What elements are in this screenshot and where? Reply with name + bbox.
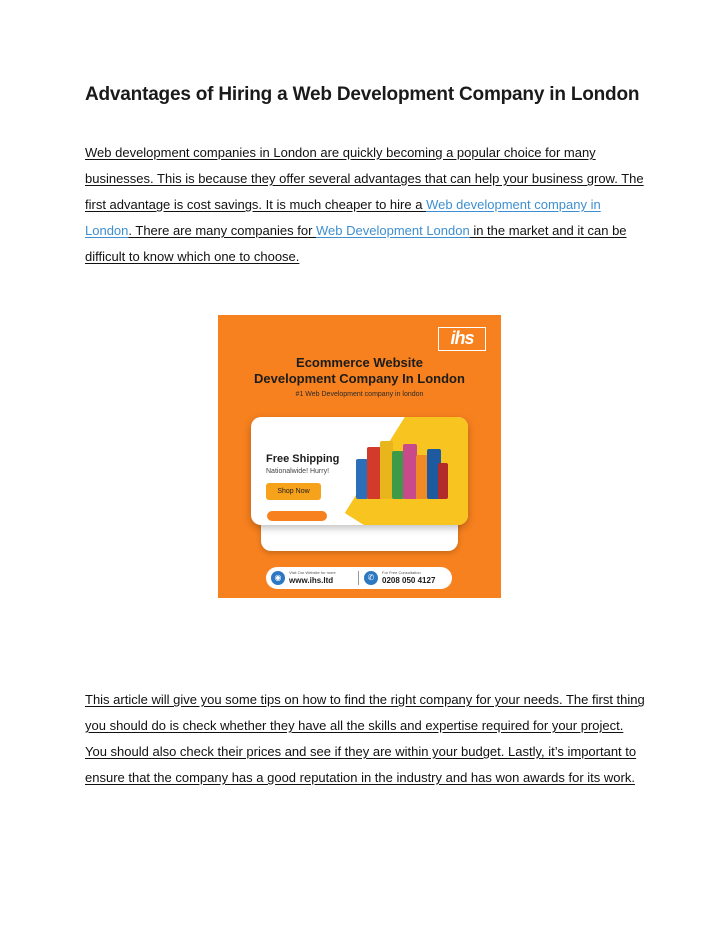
ihs-logo: ihs — [438, 327, 486, 351]
free-shipping-subtitle: Nationalwide! Hurry! — [266, 468, 330, 475]
phone-number: 0208 050 4127 — [382, 576, 436, 585]
card-orange-strip — [267, 511, 327, 521]
intro-text-2: . There are many companies for — [128, 223, 317, 238]
banner-heading-line1: Ecommerce Website — [296, 355, 423, 370]
intro-text-3: in the market and it can be difficult to know which one to choose. — [85, 223, 627, 264]
product-box — [367, 447, 381, 499]
product-box — [438, 463, 448, 499]
phone-icon: ✆ — [364, 571, 378, 585]
contact-divider — [358, 571, 359, 585]
web-development-london-link[interactable]: Web Development London — [316, 223, 470, 238]
contact-bar — [266, 567, 452, 589]
product-box — [403, 444, 417, 499]
grocery-products-image — [356, 441, 448, 499]
banner-subheading: #1 Web Development company in london — [295, 391, 424, 398]
website-text: www.ihs.ltd — [289, 576, 334, 585]
page-title: Advantages of Hiring a Web Development Company in London — [85, 84, 640, 105]
shop-now-button: Shop Now — [266, 483, 321, 500]
free-shipping-title: Free Shipping — [266, 453, 340, 465]
consult-label: For Free Consultation — [382, 570, 421, 575]
free-shipping-card — [251, 417, 468, 525]
banner-heading-line2: Development Company In London — [254, 371, 465, 386]
promo-banner-image — [218, 315, 501, 598]
globe-icon: ◉ — [271, 571, 285, 585]
tips-paragraph — [85, 687, 645, 791]
tips-text: This article will give you some tips on how to find the right company for your needs. The first thing you should do is check whether they have all the skills and expertise required for your project. You should also check their prices and see if they are within your budget. Lastly, it’s important to ensure that the company has a good reputation in the industry and has won awards for its work. — [85, 692, 645, 785]
intro-text-1: Web development companies in London are quickly becoming a popular choice for many businesses. This is because they offer several advantages that can help your business grow. The first advantage is cost savings. It is much cheaper to hire a — [85, 145, 644, 212]
visit-label: Visit Our Website for more — [289, 570, 336, 575]
web-development-company-link[interactable]: Web development company in London — [85, 197, 601, 238]
banner-heading — [218, 355, 501, 387]
intro-paragraph — [85, 140, 645, 270]
